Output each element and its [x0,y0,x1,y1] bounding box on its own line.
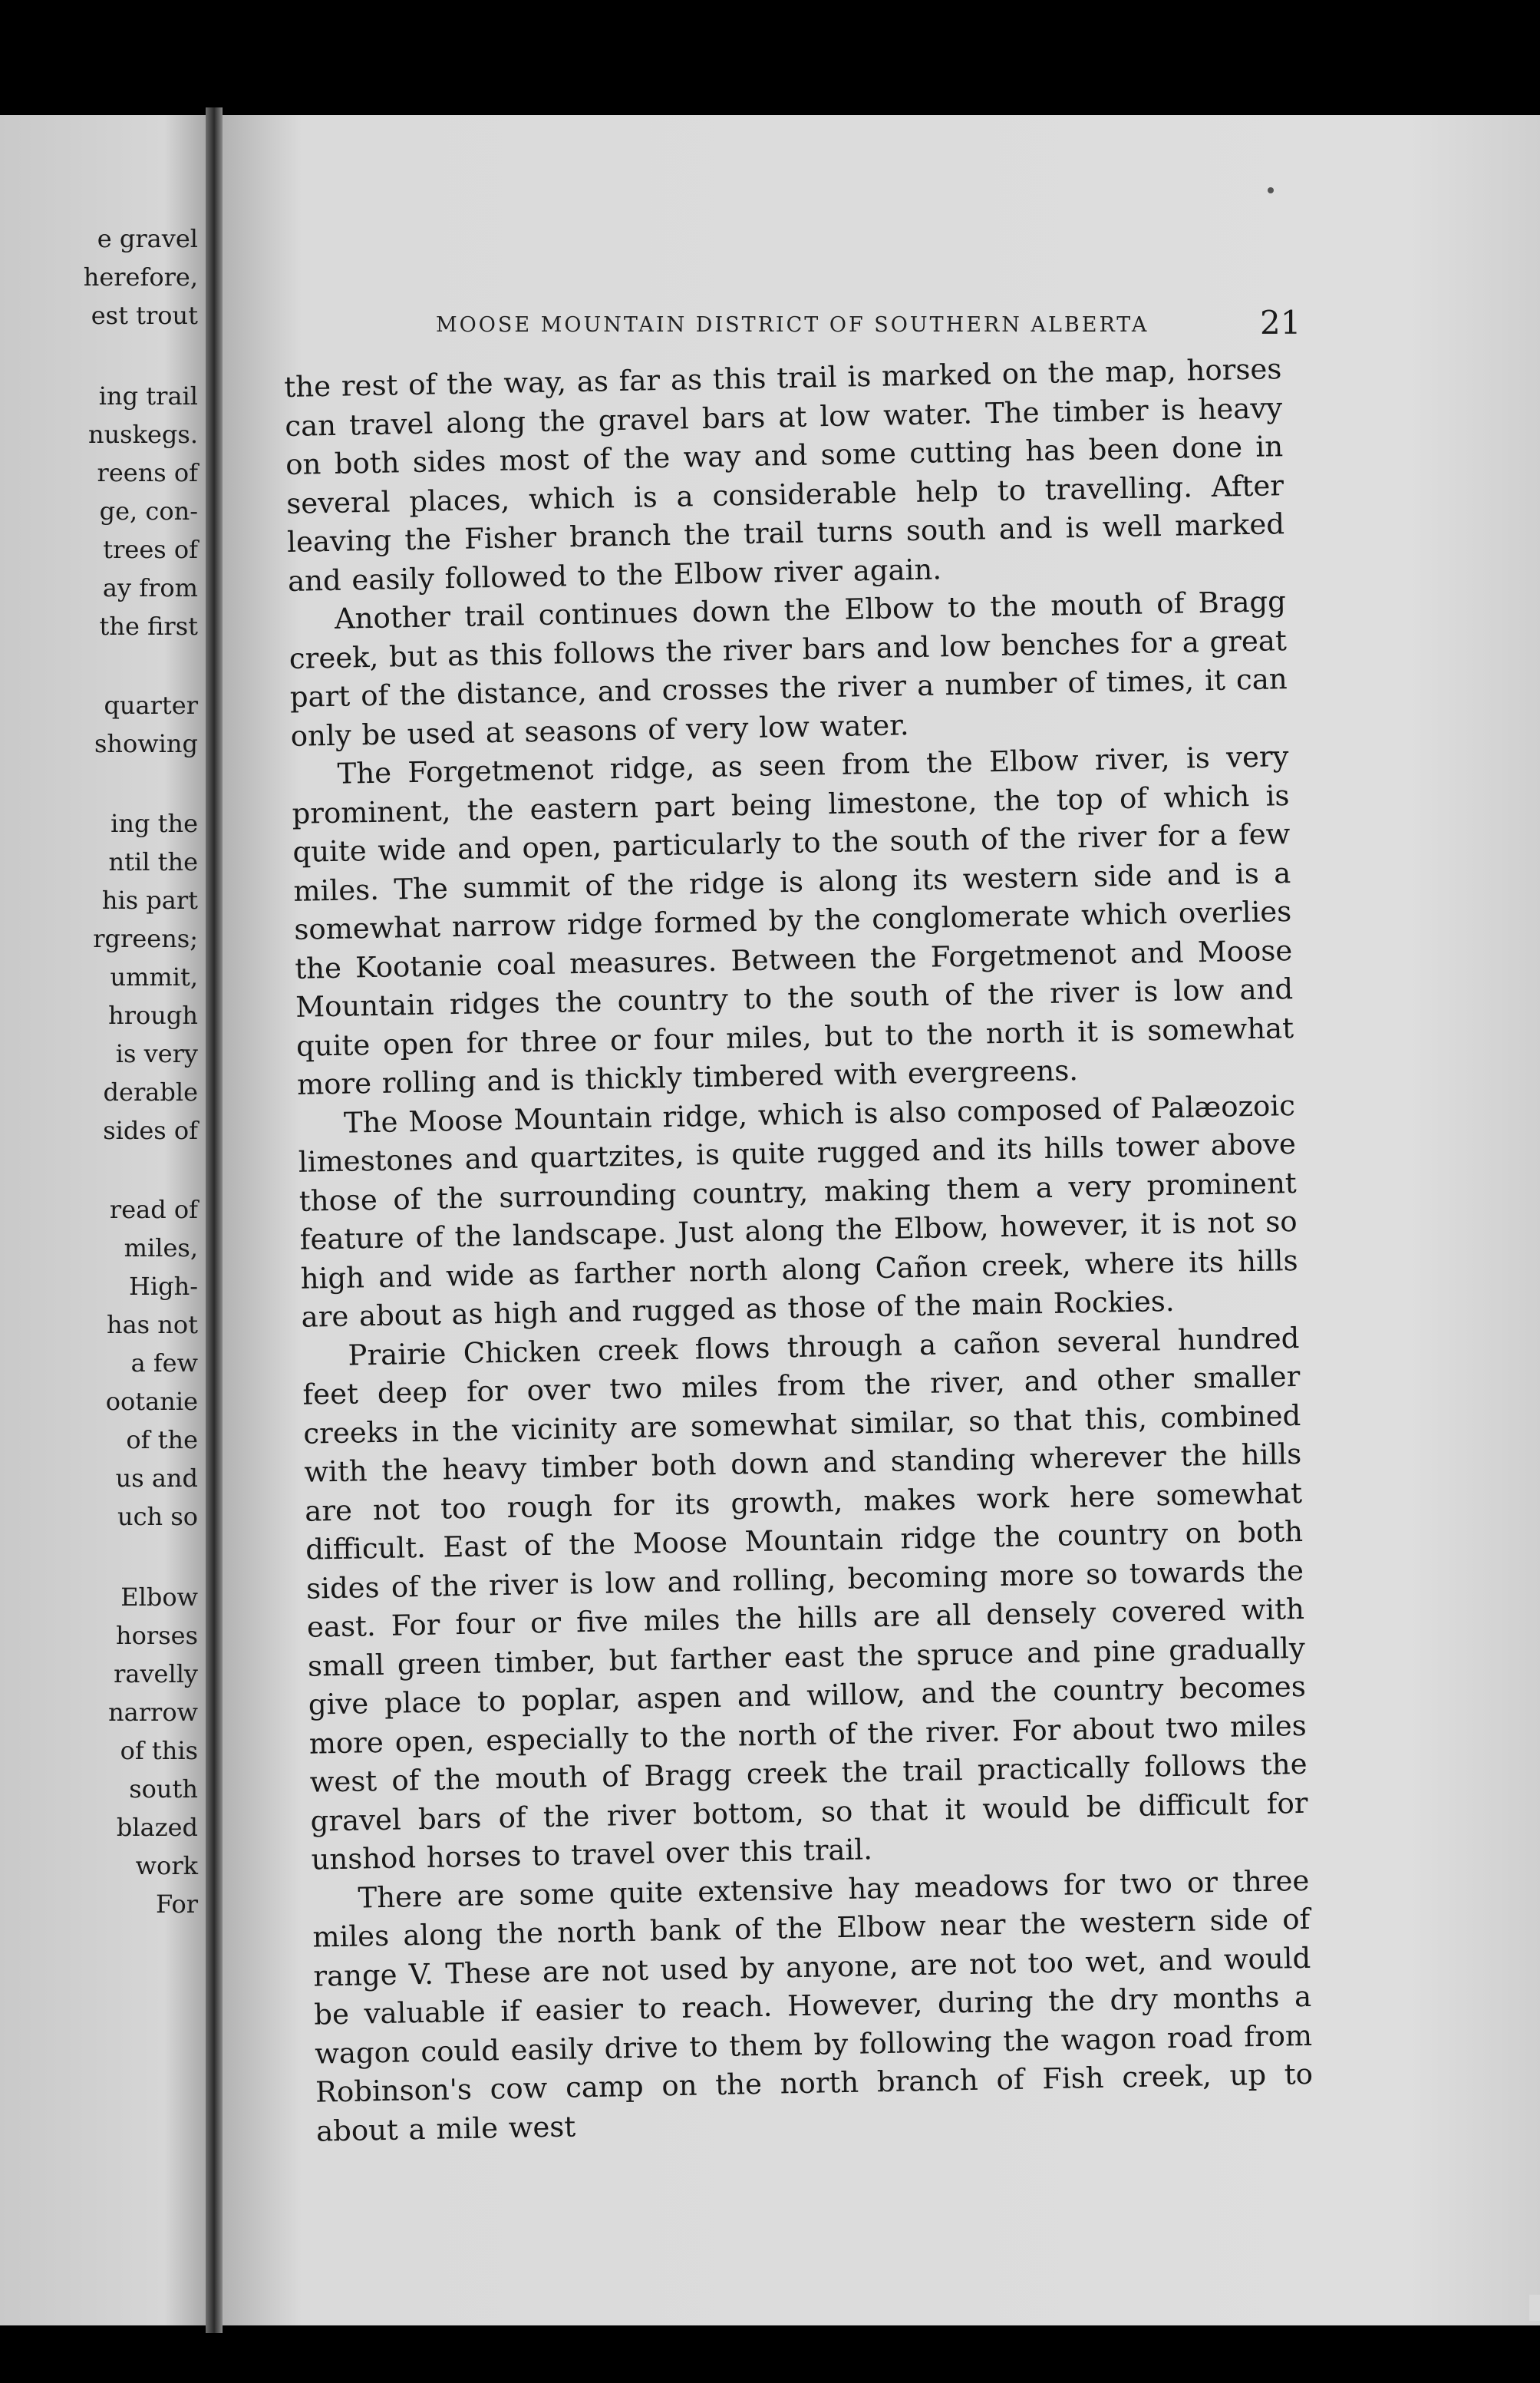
left-page-line: ge, con- [99,497,198,526]
paragraph-1: the rest of the way, as far as this trail is marked on the map, horses can travel along the gravel bars at low water. The timber is heavy on both sides most of the way and some cutting has been done in several places, which is a considerable help to travelling. After leaving the Fisher branch the trail turns south and is well marked and easily followed to the Elbow river again. [284,352,1285,598]
book-gutter [206,107,223,2333]
left-page-line: uch so [117,1502,198,1531]
left-page-line: Elbow [120,1583,198,1612]
left-page-line: showing [94,729,198,758]
left-page-line: ing the [110,809,198,838]
page-number: 21 [1260,304,1301,342]
paragraph-6: There are some quite extensive hay meadows for two or three miles along the north bank of the Elbow near the western side of range V. These are not used by anyone, are not too wet, and would be valuable if easier to reach. However, during the dry months a wagon could easily drive to them by following the wagon road from Robinson's cow camp on the north branch of Fish creek, up to about a mile west [312,1863,1314,2148]
left-page-line: ummit, [110,962,198,992]
left-page-line: trees of [103,535,198,564]
left-page-line: e gravel [97,224,198,253]
left-page-line: est trout [91,301,198,330]
left-page-line: For [155,1890,198,1919]
left-page-line: us and [115,1464,198,1493]
running-head: MOOSE MOUNTAIN DISTRICT OF SOUTHERN ALBERTA [436,313,1149,337]
left-page-line: nuskegs. [87,420,198,449]
left-page-line: ing trail [98,381,198,411]
left-page-line: reens of [97,458,198,487]
left-page-line: ravelly [114,1659,198,1688]
left-page-line: sides of [103,1116,198,1145]
left-page-line: High- [128,1272,198,1301]
left-page-line: hrough [108,1001,198,1030]
left-facing-page [0,115,206,2325]
left-page-line: herefore, [83,262,198,292]
left-page-line: of this [120,1736,198,1765]
body-text [284,350,1314,2150]
left-page-line: the first [99,612,198,641]
right-edge-mark [1529,2295,1540,2321]
left-page-line: blazed [116,1813,198,1842]
left-page-line: his part [101,886,198,915]
left-page-line: miles, [124,1233,198,1262]
left-page-line: ntil the [108,847,198,876]
left-page-line: ootanie [105,1387,198,1416]
paragraph-2: Another trail continues down the Elbow to the mouth of Bragg creek, but as this follows the river bars and low benches for a great part of the distance, and crosses the river a number of times, it can only be used at seasons of very low water. [289,585,1288,753]
left-page-line: derable [103,1078,198,1107]
left-page-line: a few [130,1348,198,1378]
left-page-line: narrow [108,1698,198,1727]
left-page-line: is very [115,1039,198,1068]
paragraph-4: The Moose Mountain ridge, which is also composed of Palæozoic limestones and quartzites, is quite rugged and its hills tower above those of the surrounding country, making them a very prominent feature of the landscape. Just along the Elbow, however, it is not so high and wide as farther north along Cañon creek, where its hills are about as high and rugged as those of the main Rockies. [298,1088,1298,1334]
scan-speck [1268,187,1274,193]
paragraph-5: Prairie Chicken creek flows through a cañon several hundred feet deep for over two miles from the river, and other smaller creeks in the vicinity are somewhat similar, so that this, combined with the heavy timber both down and standing wherever the hills are not too rough for its growth, makes work here somewhat difficult. East of the Moose Mountain ridge the country on both sides of the river is low and rolling, becoming more so towards the east. For four or five miles the hills are all densely covered with small green timber, but farther east the spruce and pine gradually give place to poplar, aspen and willow, and the country becomes more open, especially to the north of the river. For about two miles west of the mouth of Bragg creek the trail practically follows the gravel bars of the river bottom, so that it would be difficult for unshod horses to travel over this trail. [302,1321,1308,1876]
left-page-line: rgreens; [93,924,198,953]
left-page-line: work [135,1851,198,1880]
left-page-line: south [129,1774,198,1804]
left-page-line: horses [116,1621,198,1650]
right-page [223,115,1540,2325]
paragraph-3: The Forgetmenot ridge, as seen from the Elbow river, is very prominent, the eastern part being limestone, the top of which is quite wide and open, particularly to the south of the river for a few miles. The summit of the ridge is along its western side and is a somewhat narrow ridge formed by the conglomerate which overlies the Kootanie coal measures. Between the Forgetmenot and Moose Mountain ridges the country to the south of the river is low and quite open for three or four miles, but to the north it is somewhat more rolling and is thickly timbered with evergreens. [292,740,1294,1101]
left-page-line: ay from [102,573,198,602]
left-page-line: has not [106,1310,198,1339]
left-page-line: read of [109,1195,198,1224]
left-page-line: quarter [104,691,198,720]
left-page-line: of the [126,1425,198,1454]
